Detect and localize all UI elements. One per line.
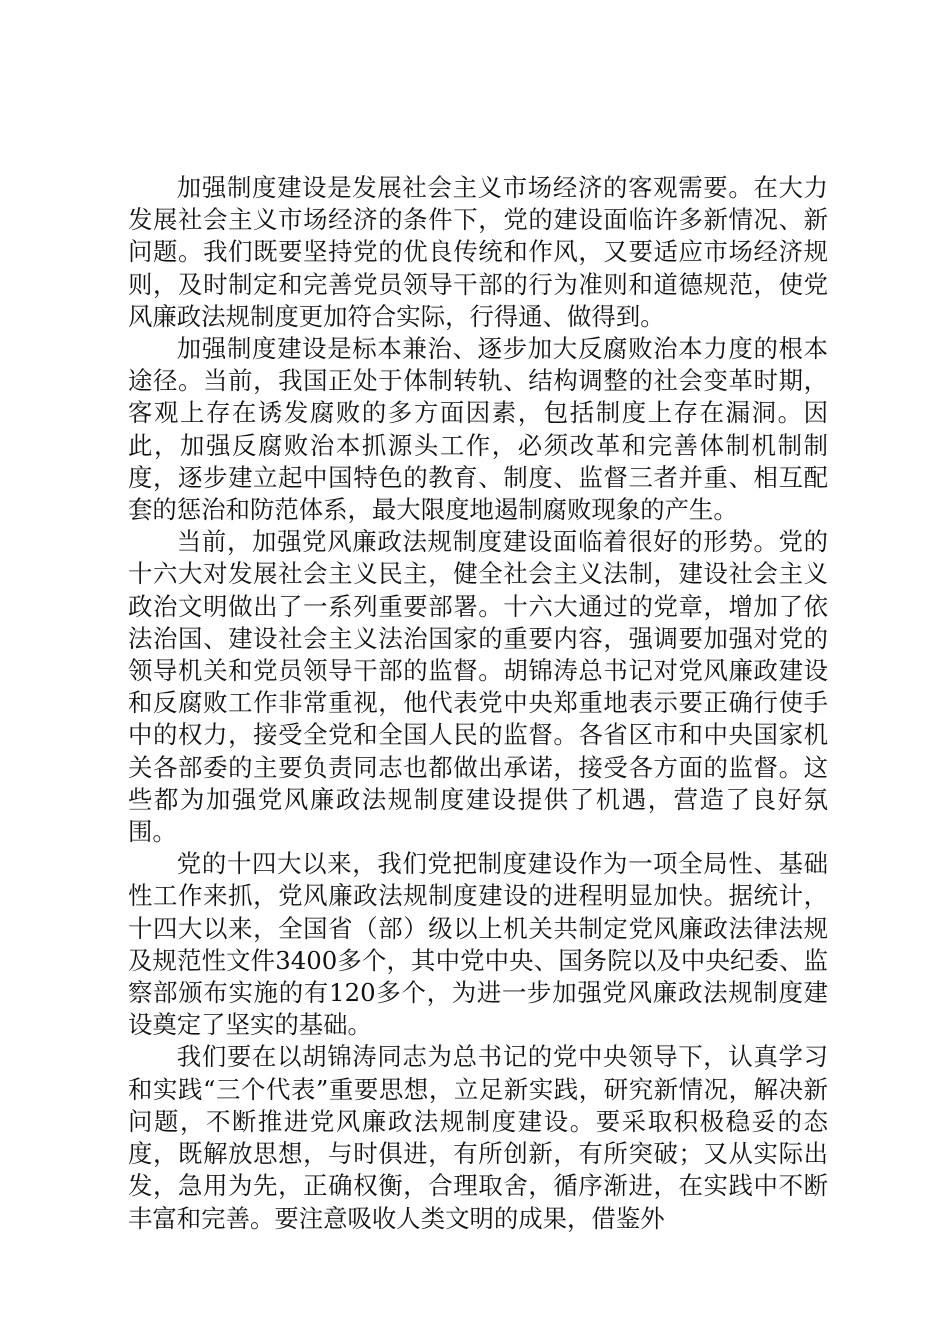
paragraph-2: 加强制度建设是标本兼治、逐步加大反腐败治本力度的根本途径。当前，我国正处于体制转轨、结构调整的社会变革时期，客观上存在诱发腐败的多方面因素，包括制度上存在漏洞。因此，加强反腐败治本抓源头工作，必须改革和完善体制机制制度，逐步建立起中国特色的教育、制度、监督三者并重、相互配套的惩治和防范体系，最大限度地遏制腐败现象的产生。 — [128, 334, 828, 525]
paragraph-4: 党的十四大以来，我们党把制度建设作为一项全局性、基础性工作来抓，党风廉政法规制度建设的进程明显加快。据统计，十四大以来，全国省（部）级以上机关共制定党风廉政法律法规及规范性文件3400多个，其中党中央、国务院以及中央纪委、监察部颁布实施的有120多个，为进一步加强党风廉政法规制度建设奠定了坚实的基础。 — [128, 849, 828, 1040]
paragraph-5: 我们要在以胡锦涛同志为总书记的党中央领导下，认真学习和实践“三个代表”重要思想，立足新实践，研究新情况，解决新问题，不断推进党风廉政法规制度建设。要采取积极稳妥的态度，既解放思想，与时俱进，有所创新，有所突破；又从实际出发，急用为先，正确权衡，合理取舍，循序渐进，在实践中不断丰富和完善。要注意吸收人类文明的成果，借鉴外 — [128, 1042, 828, 1233]
paragraph-3: 当前，加强党风廉政法规制度建设面临着很好的形势。党的十六大对发展社会主义民主，健全社会主义法制，建设社会主义政治文明做出了一系列重要部署。十六大通过的党章，增加了依法治国、建设社会主义法治国家的重要内容，强调要加强对党的领导机关和党员领导干部的监督。胡锦涛总书记对党风廉政建设和反腐败工作非常重视，他代表党中央郑重地表示要正确行使手中的权力，接受全党和全国人民的监督。各省区市和中央国家机关各部委的主要负责同志也都做出承诺，接受各方面的监督。这些都为加强党风廉政法规制度建设提供了机遇，营造了良好氛围。 — [128, 527, 828, 847]
document-body — [128, 172, 828, 1235]
paragraph-1: 加强制度建设是发展社会主义市场经济的客观需要。在大力发展社会主义市场经济的条件下，党的建设面临许多新情况、新问题。我们既要坚持党的优良传统和作风，又要适应市场经济规则，及时制定和完善党员领导干部的行为准则和道德规范，使党风廉政法规制度更加符合实际，行得通、做得到。 — [128, 173, 828, 331]
